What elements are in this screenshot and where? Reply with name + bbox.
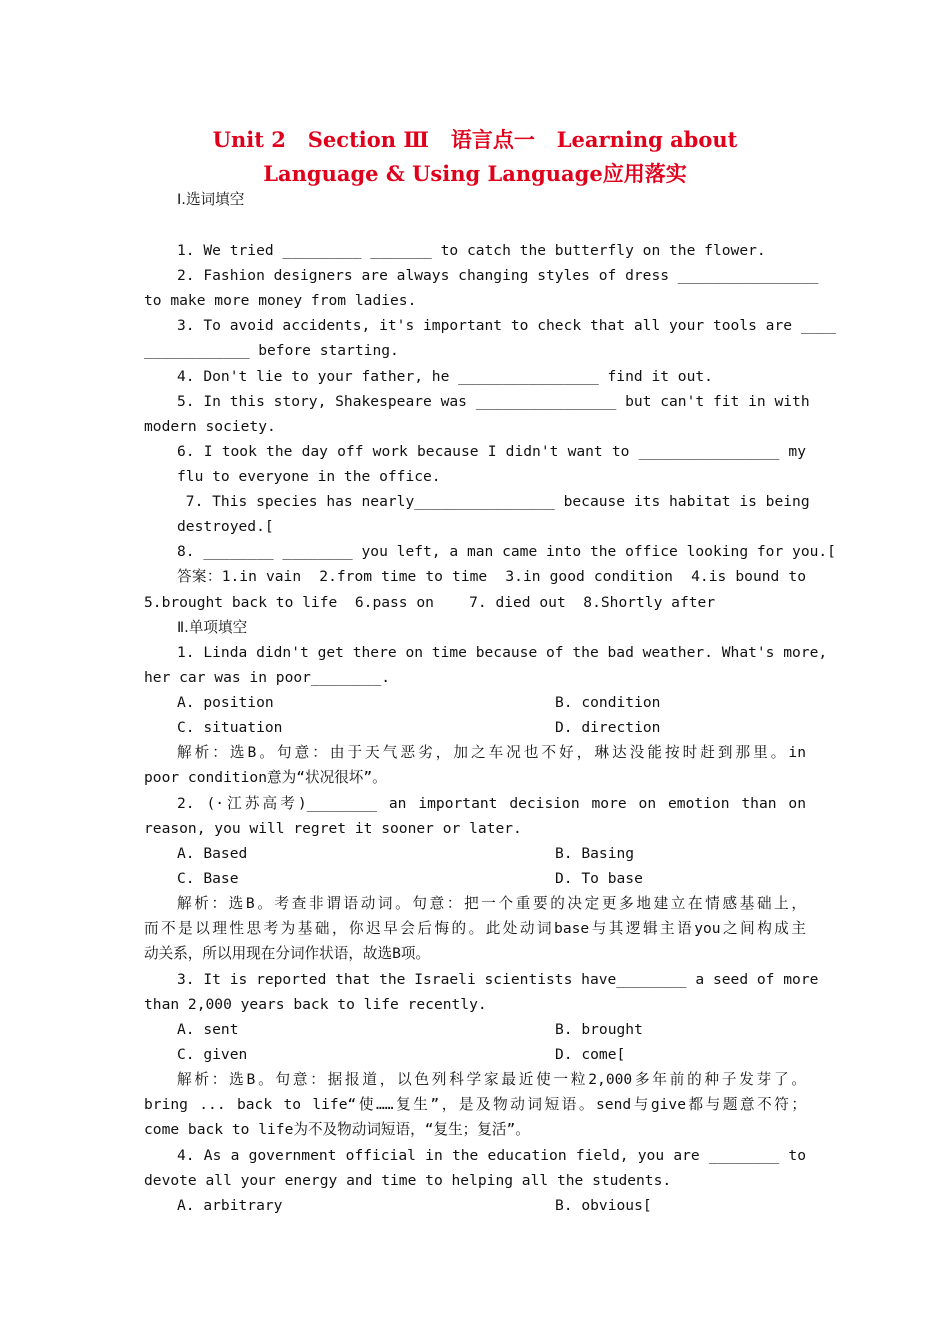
fill-line: 5. In this story, Shakespeare was ________________ but can't fit in with <box>177 393 810 410</box>
option-a: A. position <box>177 694 274 711</box>
option-a: A. Based <box>177 845 248 862</box>
fill-line: 8. ________ ________ you left, a man came into the office looking for you.[ <box>177 543 836 560</box>
title-line-2: Language & Using Language应用落实 <box>263 161 687 186</box>
fill-line: destroyed.[ <box>177 518 274 535</box>
analysis-line: bring ... back to life“使……复生”，是及物动词短语。send与give都与题意不符； <box>144 1096 806 1113</box>
analysis-line: 解析：选B。句意：据报道，以色列科学家最近使一粒2,000多年前的种子发芽了。 <box>177 1071 806 1088</box>
section-1-heading: Ⅰ.选词填空 <box>177 191 245 208</box>
fill-line: to make more money from ladies. <box>144 292 417 309</box>
question-2-stem: 2. (·江苏高考)________ an important decision more on emotion than on <box>177 795 806 812</box>
option-row <box>177 1021 643 1039</box>
analysis-line: 解析：选B。句意：由于天气恶劣，加之车况也不好，琳达没能按时赶到那里。in <box>177 744 806 761</box>
fill-line: 2. Fashion designers are always changing styles of dress ________________ <box>177 267 819 284</box>
question-4-stem: devote all your energy and time to helping all the students. <box>144 1172 672 1189</box>
question-1-stem: her car was in poor________. <box>144 669 391 686</box>
fill-line: 6. I took the day off work because I didn't want to ________________ my <box>177 443 806 460</box>
question-2-stem: reason, you will regret it sooner or later. <box>144 820 522 837</box>
fill-line: 4. Don't lie to your father, he ________________ find it out. <box>177 368 713 385</box>
option-row <box>177 1197 652 1215</box>
question-3-stem: than 2,000 years back to life recently. <box>144 996 487 1013</box>
option-d: D. To base <box>555 870 643 887</box>
option-c: C. given <box>177 1046 248 1063</box>
option-b: B. obvious[ <box>555 1197 652 1214</box>
option-c: C. Base <box>177 870 239 887</box>
fill-line: flu to everyone in the office. <box>177 468 441 485</box>
option-b: B. condition <box>555 694 661 711</box>
option-b: B. brought <box>555 1021 643 1038</box>
fill-line: modern society. <box>144 418 276 435</box>
option-b: B. Basing <box>555 845 635 862</box>
fill-line: 7. This species has nearly________________ because its habitat is being <box>177 493 810 510</box>
fill-line: ____________ before starting. <box>144 342 399 359</box>
analysis-line: 解析：选B。考查非谓语动词。句意：把一个重要的决定更多地建立在情感基础上， <box>177 895 806 912</box>
option-row <box>177 719 661 737</box>
option-d: D. come[ <box>555 1046 626 1063</box>
option-a: A. arbitrary <box>177 1197 283 1214</box>
option-d: D. direction <box>555 719 661 736</box>
section-2-heading: Ⅱ.单项填空 <box>177 619 248 636</box>
option-c: C. situation <box>177 719 283 736</box>
analysis-line: 而不是以理性思考为基础，你迟早会后悔的。此处动词base与其逻辑主语you之间构成主 <box>144 920 806 937</box>
option-row <box>177 870 643 888</box>
question-1-stem: 1. Linda didn't get there on time because of the bad weather. What's more, <box>177 644 828 661</box>
question-4-stem: 4. As a government official in the education field, you are ________ to <box>177 1147 806 1164</box>
fill-line: 3. To avoid accidents, it's important to check that all your tools are ____ <box>177 317 836 334</box>
analysis-line: 动关系，所以用现在分词作状语，故选B项。 <box>144 945 431 962</box>
option-a: A. sent <box>177 1021 239 1038</box>
option-row <box>177 1046 626 1064</box>
option-row <box>177 694 661 712</box>
answer-line: 答案：1.in vain 2.from time to time 3.in good condition 4.is bound to <box>177 568 806 585</box>
option-row <box>177 845 635 863</box>
answer-line: 5.brought back to life 6.pass on 7. died out 8.Shortly after <box>144 594 716 611</box>
analysis-line: poor condition意为“状况很坏”。 <box>144 769 387 786</box>
question-3-stem: 3. It is reported that the Israeli scientists have________ a seed of more <box>177 971 819 988</box>
analysis-line: come back to life为不及物动词短语，“复生；复活”。 <box>144 1121 530 1138</box>
title-line-1: Unit 2 Section Ⅲ 语言点一 Learning about <box>212 127 738 152</box>
fill-line: 1. We tried _________ _______ to catch the butterfly on the flower. <box>177 242 766 259</box>
